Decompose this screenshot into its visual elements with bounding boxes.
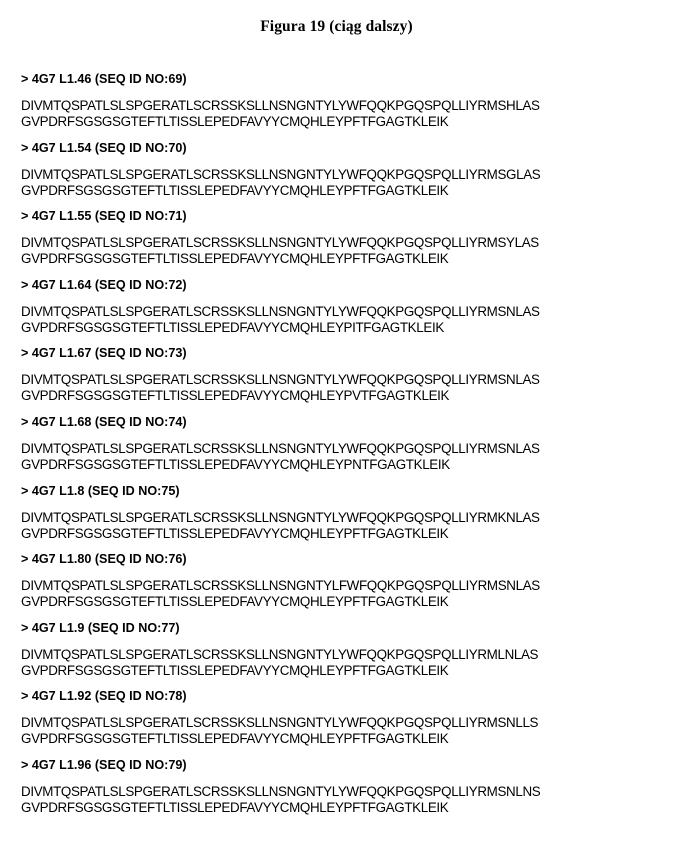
sequence-header: > 4G7 L1.68 (SEQ ID NO:74)	[21, 414, 187, 429]
sequence-line-1: DIVMTQSPATLSLSPGERATLSCRSSKSLLNSNGNTYLYWFQQKPGQSPQLLIYRMSNLAS	[21, 372, 540, 388]
sequence-entry	[21, 484, 661, 553]
sequence-header: > 4G7 L1.8 (SEQ ID NO:75)	[21, 483, 180, 498]
sequence-line-2: GVPDRFSGSGSGTEFTLTISSLEPEDFAVYYCMQHLEYPITFGAGTKLEIK	[21, 319, 444, 335]
sequence-line-1: DIVMTQSPATLSLSPGERATLSCRSSKSLLNSNGNTYLYWFQQKPGQSPQLLIYRMSGLAS	[21, 166, 541, 182]
sequence-line-1: DIVMTQSPATLSLSPGERATLSCRSSKSLLNSNGNTYLYWFQQKPGQSPQLLIYRMSNLLS	[21, 715, 539, 731]
page-title: Figura 19 (ciąg dalszy)	[260, 18, 413, 35]
sequence-entry	[21, 621, 661, 690]
sequence-header: > 4G7 L1.54 (SEQ ID NO:70)	[21, 140, 187, 155]
sequence-line-1: DIVMTQSPATLSLSPGERATLSCRSSKSLLNSNGNTYLYWFQQKPGQSPQLLIYRMSHLAS	[21, 98, 540, 113]
sequence-entry	[21, 72, 661, 141]
sequence-line-2: GVPDRFSGSGSGTEFTLTISSLEPEDFAVYYCMQHLEYPVTFGAGTKLEIK	[21, 388, 450, 404]
sequence-header: > 4G7 L1.55 (SEQ ID NO:71)	[21, 209, 187, 224]
sequence-line-1: DIVMTQSPATLSLSPGERATLSCRSSKSLLNSNGNTYLYWFQQKPGQSPQLLIYRMSNLNS	[21, 783, 541, 799]
sequence-line-2: GVPDRFSGSGSGTEFTLTISSLEPEDFAVYYCMQHLEYPNTFGAGTKLEIK	[21, 456, 450, 472]
sequence-entry	[21, 141, 661, 210]
sequence-entry	[21, 689, 661, 758]
sequence-list	[21, 72, 661, 827]
sequence-entry	[21, 552, 661, 621]
sequence-entry	[21, 758, 661, 827]
sequence-line-2: GVPDRFSGSGSGTEFTLTISSLEPEDFAVYYCMQHLEYPFTFGAGTKLEIK	[21, 114, 449, 129]
sequence-header: > 4G7 L1.92 (SEQ ID NO:78)	[21, 689, 187, 704]
sequence-header: > 4G7 L1.96 (SEQ ID NO:79)	[21, 757, 187, 772]
sequence-entry	[21, 346, 661, 415]
sequence-header: > 4G7 L1.9 (SEQ ID NO:77)	[21, 620, 180, 635]
sequence-header: > 4G7 L1.46 (SEQ ID NO:69)	[21, 72, 187, 86]
sequence-line-2: GVPDRFSGSGSGTEFTLTISSLEPEDFAVYYCMQHLEYPFTFGAGTKLEIK	[21, 799, 449, 815]
sequence-line-2: GVPDRFSGSGSGTEFTLTISSLEPEDFAVYYCMQHLEYPFTFGAGTKLEIK	[21, 662, 449, 678]
sequence-line-1: DIVMTQSPATLSLSPGERATLSCRSSKSLLNSNGNTYLYWFQQKPGQSPQLLIYRMSNLAS	[21, 303, 540, 319]
sequence-header: > 4G7 L1.80 (SEQ ID NO:76)	[21, 552, 187, 567]
sequence-entry	[21, 278, 661, 347]
sequence-line-1: DIVMTQSPATLSLSPGERATLSCRSSKSLLNSNGNTYLYWFQQKPGQSPQLLIYRMSNLAS	[21, 440, 540, 456]
sequence-line-1: DIVMTQSPATLSLSPGERATLSCRSSKSLLNSNGNTYLYWFQQKPGQSPQLLIYRMLNLAS	[21, 646, 539, 662]
sequence-header: > 4G7 L1.64 (SEQ ID NO:72)	[21, 277, 187, 292]
sequence-entry	[21, 415, 661, 484]
sequence-line-2: GVPDRFSGSGSGTEFTLTISSLEPEDFAVYYCMQHLEYPFTFGAGTKLEIK	[21, 731, 449, 747]
sequence-line-2: GVPDRFSGSGSGTEFTLTISSLEPEDFAVYYCMQHLEYPFTFGAGTKLEIK	[21, 594, 449, 610]
sequence-line-2: GVPDRFSGSGSGTEFTLTISSLEPEDFAVYYCMQHLEYPFTFGAGTKLEIK	[21, 525, 449, 541]
sequence-entry	[21, 209, 661, 278]
sequence-header: > 4G7 L1.67 (SEQ ID NO:73)	[21, 346, 187, 361]
sequence-line-2: GVPDRFSGSGSGTEFTLTISSLEPEDFAVYYCMQHLEYPFTFGAGTKLEIK	[21, 182, 449, 198]
sequence-line-2: GVPDRFSGSGSGTEFTLTISSLEPEDFAVYYCMQHLEYPFTFGAGTKLEIK	[21, 251, 449, 267]
sequence-line-1: DIVMTQSPATLSLSPGERATLSCRSSKSLLNSNGNTYLFWFQQKPGQSPQLLIYRMSNLAS	[21, 578, 540, 594]
sequence-line-1: DIVMTQSPATLSLSPGERATLSCRSSKSLLNSNGNTYLYWFQQKPGQSPQLLIYRMSYLAS	[21, 235, 539, 251]
sequence-line-1: DIVMTQSPATLSLSPGERATLSCRSSKSLLNSNGNTYLYWFQQKPGQSPQLLIYRMKNLAS	[21, 509, 540, 525]
